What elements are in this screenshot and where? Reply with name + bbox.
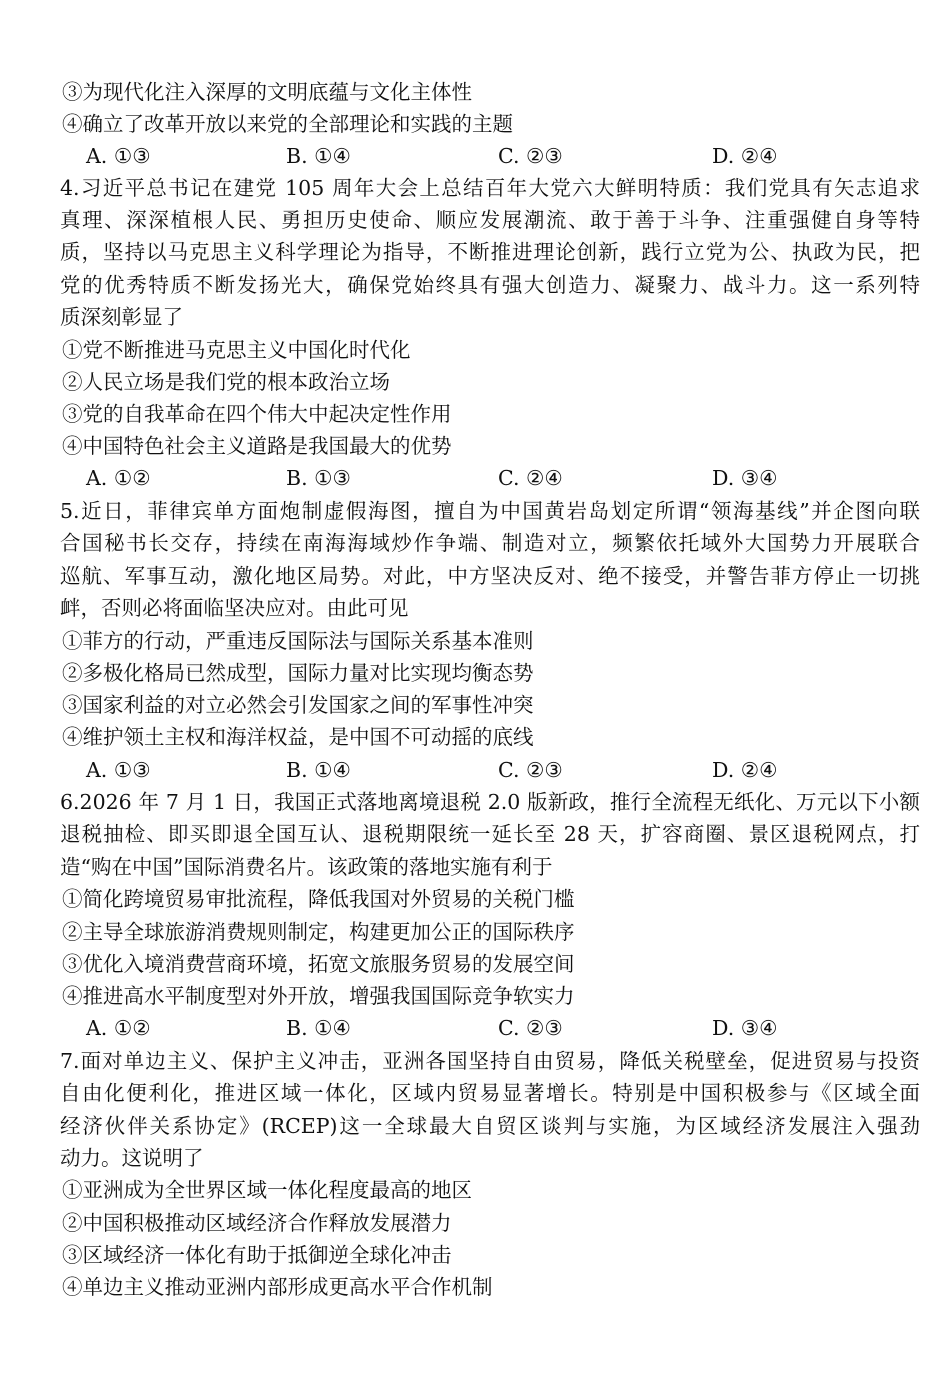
q5-stem-line-2: 合国秘书长交存，持续在南海海域炒作争端、制造对立，频繁依托域外大国势力开展联合 — [60, 531, 920, 555]
q4-option-2: ②人民立场是我们党的根本政治立场 — [62, 370, 390, 394]
q4-option-1: ①党不断推进马克思主义中国化时代化 — [62, 338, 411, 362]
q7-option-4: ④单边主义推动亚洲内部形成更高水平合作机制 — [62, 1275, 493, 1299]
q3-option-4: ④确立了改革开放以来党的全部理论和实践的主题 — [62, 112, 513, 136]
q6-option-2: ②主导全球旅游消费规则制定，构建更加公正的国际秩序 — [62, 920, 575, 944]
q4-choices — [0, 462, 950, 494]
q5-option-4: ④维护领土主权和海洋权益，是中国不可动摇的底线 — [62, 725, 534, 749]
q6-choice-b: B. ①④ — [286, 1016, 351, 1040]
q5-choice-a: A. ①③ — [86, 758, 151, 782]
q4-choice-a: A. ①② — [86, 466, 151, 490]
q4-choice-d: D. ③④ — [712, 466, 778, 490]
q6-choice-d: D. ③④ — [712, 1016, 778, 1040]
q6-choice-a: A. ①② — [86, 1016, 151, 1040]
q7-stem-line-1: 7.面对单边主义、保护主义冲击，亚洲各国坚持自由贸易，降低关税壁垒，促进贸易与投资 — [60, 1049, 920, 1073]
q3-option-3: ③为现代化注入深厚的文明底蕴与文化主体性 — [62, 80, 472, 104]
q5-choice-b: B. ①④ — [286, 758, 351, 782]
q3-choice-c: C. ②③ — [498, 144, 563, 168]
q5-stem-line-3: 巡航、军事互动，激化地区局势。对此，中方坚决反对、绝不接受，并警告菲方停止一切挑 — [60, 564, 920, 588]
q7-stem-line-3: 经济伙伴关系协定》(RCEP)这一全球最大自贸区谈判与实施，为区域经济发展注入强劲 — [60, 1114, 920, 1138]
q3-choices — [0, 140, 950, 172]
q5-option-3: ③国家利益的对立必然会引发国家之间的军事性冲突 — [62, 693, 534, 717]
q5-option-1: ①菲方的行动，严重违反国际法与国际关系基本准则 — [62, 629, 534, 653]
q6-choices — [0, 1012, 950, 1044]
q6-stem-line-1: 6.2026 年 7 月 1 日，我国正式落地离境退税 2.0 版新政，推行全流程无纸化、万元以下小额 — [60, 790, 920, 814]
q6-stem-line-2: 退税抽检、即买即退全国互认、退税期限统一延长至 28 天，扩容商圈、景区退税网点，打 — [60, 822, 920, 846]
q3-choice-a: A. ①③ — [86, 144, 151, 168]
q7-stem-line-4: 动力。这说明了 — [60, 1146, 204, 1170]
q4-choice-b: B. ①③ — [286, 466, 351, 490]
q3-choice-b: B. ①④ — [286, 144, 351, 168]
q4-option-3: ③党的自我革命在四个伟大中起决定性作用 — [62, 402, 452, 426]
q5-stem-line-1: 5.近日，菲律宾单方面炮制虚假海图，擅自为中国黄岩岛划定所谓“领海基线”并企图向联 — [60, 499, 920, 523]
q4-stem-line-5: 质深刻彰显了 — [60, 305, 183, 329]
q4-stem-line-2: 真理、深深植根人民、勇担历史使命、顺应发展潮流、敢于善于斗争、注重强健自身等特 — [60, 208, 920, 232]
q4-choice-c: C. ②④ — [498, 466, 563, 490]
q5-stem-line-4: 衅，否则必将面临坚决应对。由此可见 — [60, 596, 409, 620]
q4-stem-line-3: 质，坚持以马克思主义科学理论为指导，不断推进理论创新，践行立党为公、执政为民，把 — [60, 240, 920, 264]
q5-option-2: ②多极化格局已然成型，国际力量对比实现均衡态势 — [62, 661, 534, 685]
q6-option-1: ①简化跨境贸易审批流程，降低我国对外贸易的关税门槛 — [62, 887, 575, 911]
q7-option-1: ①亚洲成为全世界区域一体化程度最高的地区 — [62, 1178, 472, 1202]
q4-option-4: ④中国特色社会主义道路是我国最大的优势 — [62, 434, 452, 458]
q7-stem-line-2: 自由化便利化，推进区域一体化，区域内贸易显著增长。特别是中国积极参与《区域全面 — [60, 1081, 920, 1105]
q6-option-4: ④推进高水平制度型对外开放，增强我国国际竞争软实力 — [62, 984, 575, 1008]
q5-choices — [0, 754, 950, 786]
q4-stem-line-1: 4.习近平总书记在建党 105 周年大会上总结百年大党六大鲜明特质：我们党具有矢志追求 — [60, 176, 920, 200]
q7-option-2: ②中国积极推动区域经济合作释放发展潜力 — [62, 1211, 452, 1235]
q7-option-3: ③区域经济一体化有助于抵御逆全球化冲击 — [62, 1243, 452, 1267]
q6-choice-c: C. ②③ — [498, 1016, 563, 1040]
q5-choice-c: C. ②③ — [498, 758, 563, 782]
q6-option-3: ③优化入境消费营商环境，拓宽文旅服务贸易的发展空间 — [62, 952, 575, 976]
q6-stem-line-3: 造“购在中国”国际消费名片。该政策的落地实施有利于 — [60, 855, 553, 879]
q4-stem-line-4: 党的优秀特质不断发扬光大，确保党始终具有强大创造力、凝聚力、战斗力。这一系列特 — [60, 273, 920, 297]
q3-choice-d: D. ②④ — [712, 144, 778, 168]
q5-choice-d: D. ②④ — [712, 758, 778, 782]
